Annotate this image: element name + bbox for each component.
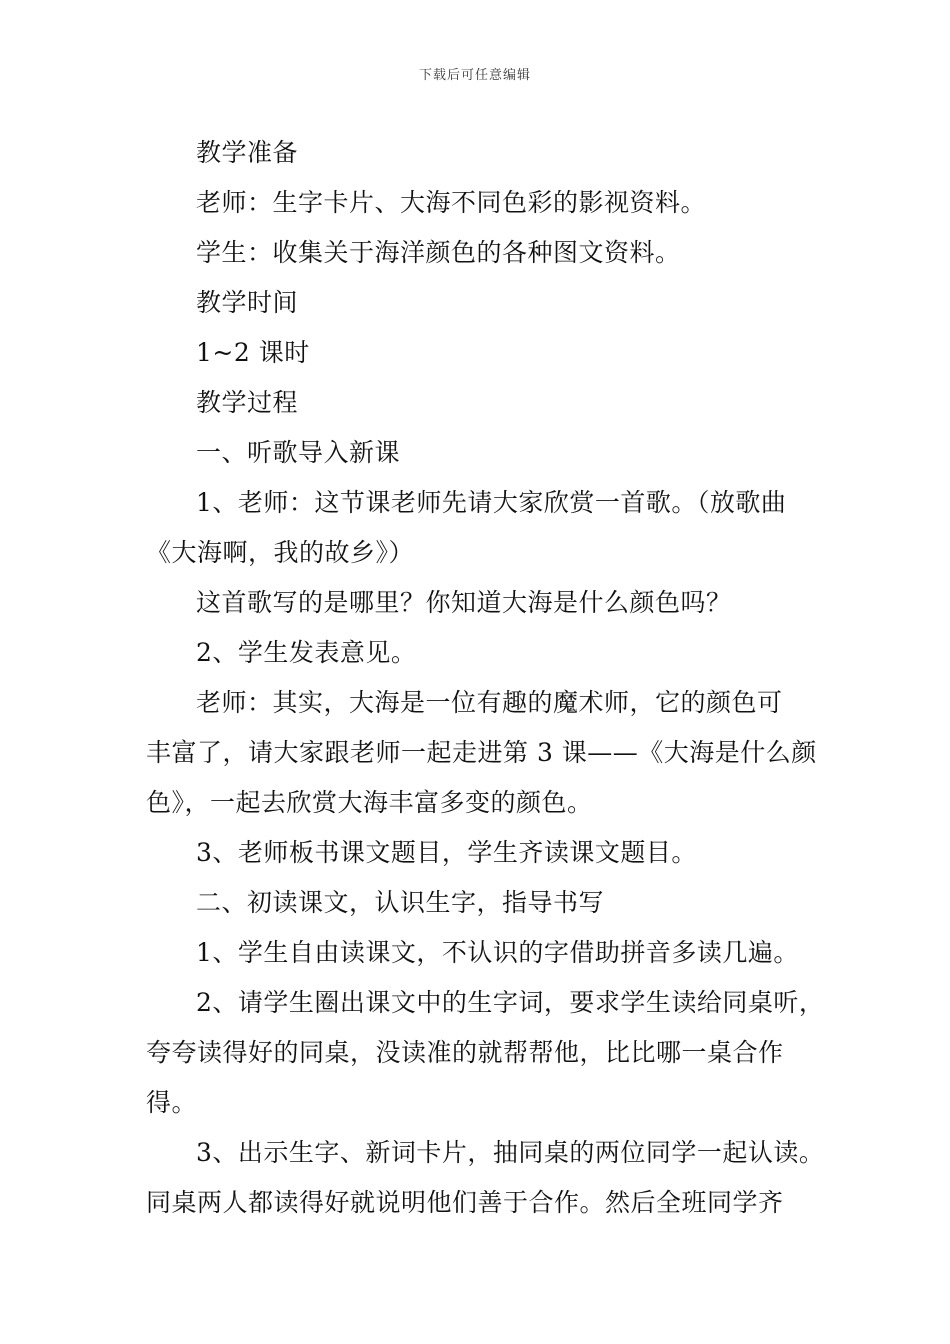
document-body: [146, 128, 826, 1228]
text-line: 老师：生字卡片、大海不同色彩的影视资料。: [196, 188, 707, 217]
text-line: 同桌两人都读得好就说明他们善于合作。然后全班同学齐: [146, 1188, 784, 1217]
text-line: 色》，一起去欣赏大海丰富多变的颜色。: [146, 788, 593, 817]
text-line: 夸夸读得好的同桌，没读准的就帮帮他，比比哪一桌合作: [146, 1038, 784, 1067]
text-line: 得。: [146, 1088, 198, 1117]
text-line: 《大海啊，我的故乡》）: [146, 538, 415, 567]
page-header: 下载后可任意编辑: [418, 68, 531, 83]
text-line: 教学过程: [196, 388, 299, 417]
text-line: 一、听歌导入新课: [196, 438, 401, 467]
text-line: 老师：其实，大海是一位有趣的魔术师，它的颜色可: [196, 688, 783, 717]
text-line: 1~2 课时: [196, 338, 310, 367]
text-line: 2、学生发表意见。: [196, 638, 417, 667]
text-line: 1、学生自由读课文，不认识的字借助拼音多读几遍。: [196, 938, 799, 967]
text-line: 学生：收集关于海洋颜色的各种图文资料。: [196, 238, 681, 267]
text-line: 教学时间: [196, 288, 299, 317]
text-line: 丰富了，请大家跟老师一起走进第 3 课——《大海是什么颜: [146, 738, 817, 767]
text-line: 1、老师：这节课老师先请大家欣赏一首歌。（放歌曲: [196, 488, 787, 517]
text-line: 3、出示生字、新词卡片，抽同桌的两位同学一起认读。: [196, 1138, 825, 1167]
text-line: 二、初读课文，认识生字，指导书写: [196, 888, 605, 917]
text-line: 这首歌写的是哪里？你知道大海是什么颜色吗？: [196, 588, 732, 617]
text-line: 教学准备: [196, 138, 299, 167]
text-line: 2、请学生圈出课文中的生字词，要求学生读给同桌听，: [196, 988, 825, 1017]
text-line: 3、老师板书课文题目，学生齐读课文题目。: [196, 838, 697, 867]
